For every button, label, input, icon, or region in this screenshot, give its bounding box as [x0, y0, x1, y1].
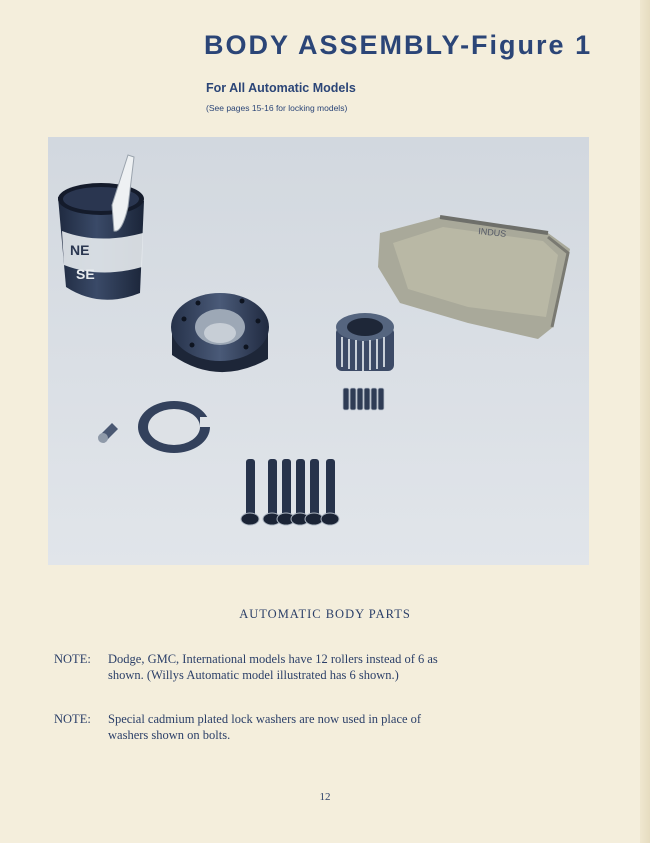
gasket-washer: [138, 401, 210, 453]
page-title: BODY ASSEMBLY-Figure 1: [204, 30, 593, 60]
note-label: NOTE:: [54, 652, 91, 666]
note-line: Special cadmium plated lock washers are now used in place of: [108, 712, 422, 726]
parts-photo: [48, 137, 589, 565]
page-edge: [640, 0, 650, 843]
page-number: 12: [319, 791, 331, 803]
can-label-top: NE: [70, 242, 90, 258]
body-ring: [171, 293, 269, 372]
photo-caption: AUTOMATIC BODY PARTS: [239, 607, 411, 621]
note-line: shown. (Willys Automatic model illustrated has 6 shown.): [108, 668, 399, 682]
page-subnote: (See pages 15-16 for locking models): [206, 103, 348, 113]
note-line: Dodge, GMC, International models have 12 rollers instead of 6 as: [108, 652, 438, 666]
note-rollers: [54, 651, 594, 683]
note-label: NOTE:: [54, 712, 91, 726]
roller-gear: [336, 313, 394, 371]
note-line: washers shown on bolts.: [108, 728, 231, 742]
parts-photo-drawing: [48, 137, 589, 565]
can-label-bottom: SE: [76, 266, 95, 282]
page-subtitle: For All Automatic Models: [206, 81, 356, 95]
note-washers: [54, 711, 594, 743]
svg-text:INDUS: INDUS: [477, 226, 507, 239]
